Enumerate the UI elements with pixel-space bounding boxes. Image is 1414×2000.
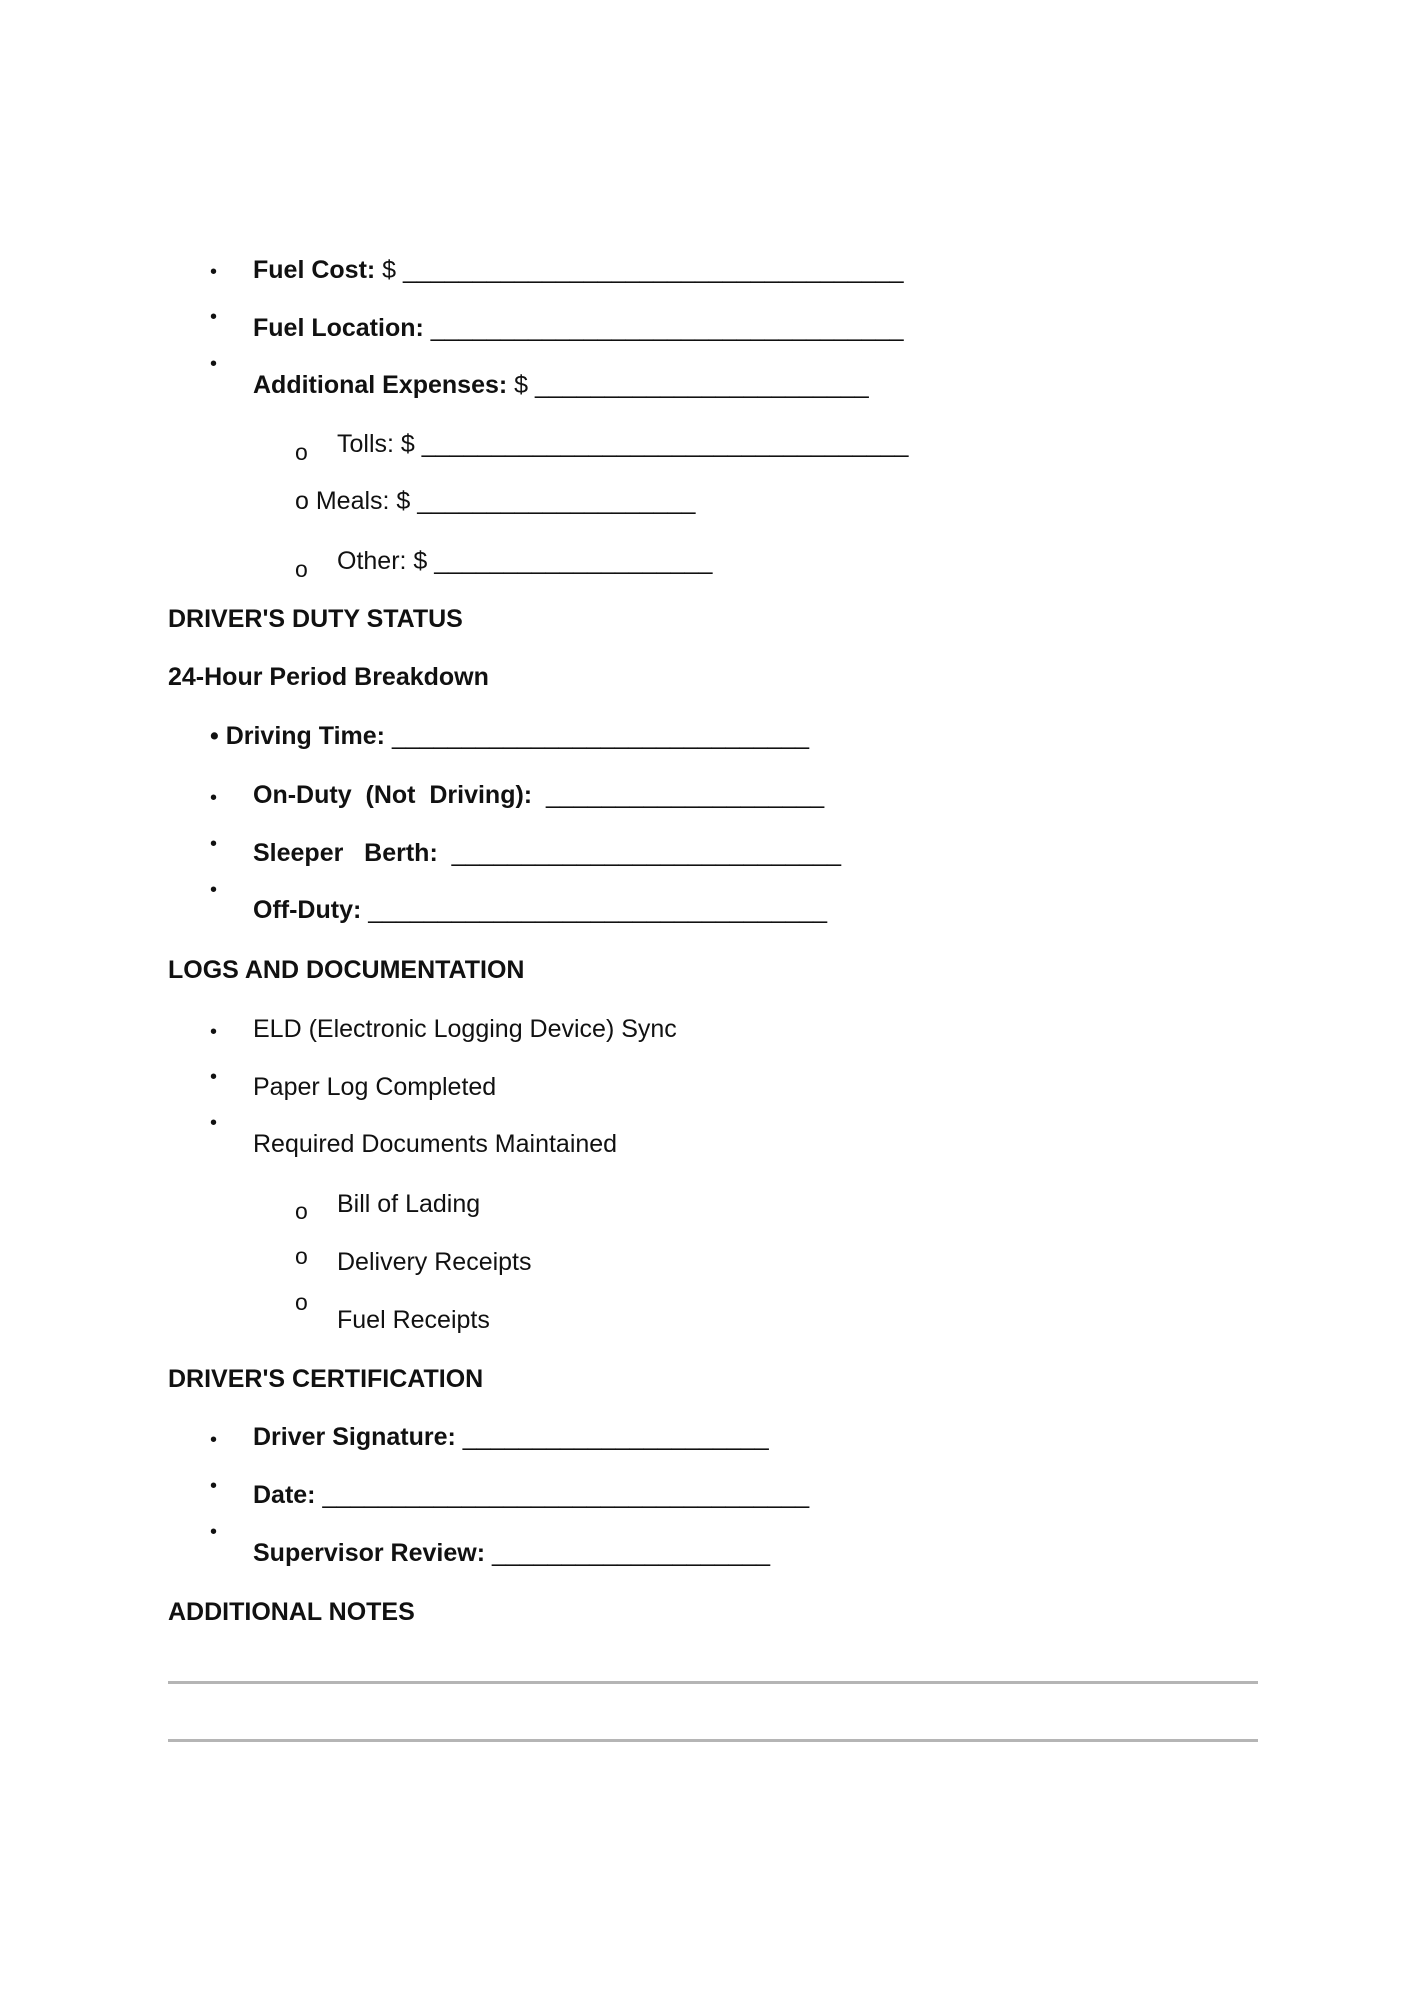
- driving-time-field[interactable]: ______________________________: [385, 722, 810, 750]
- date-line: [253, 1479, 809, 1511]
- period-breakdown-subheading: 24-Hour Period Breakdown: [168, 663, 489, 691]
- bullet-marker: •: [210, 1475, 218, 1497]
- date-field[interactable]: ___________________________________: [315, 1481, 810, 1509]
- fuel-cost-label: Fuel Cost:: [253, 256, 376, 284]
- date-label: Date:: [253, 1481, 316, 1509]
- sleeper-berth-line: [253, 837, 841, 869]
- notes-heading: ADDITIONAL NOTES: [168, 1598, 415, 1626]
- on-duty-field[interactable]: ____________________: [532, 781, 825, 809]
- driver-signature-line: [253, 1421, 769, 1453]
- fuel-location-label: Fuel Location:: [253, 314, 424, 342]
- sleeper-berth-field[interactable]: ____________________________: [437, 839, 841, 867]
- notes-line[interactable]: [168, 1681, 1258, 1684]
- supervisor-review-field[interactable]: ____________________: [485, 1539, 771, 1567]
- supervisor-review-label: Supervisor Review:: [253, 1539, 486, 1567]
- on-duty-label: On-Duty (Not Driving):: [253, 781, 533, 809]
- driving-time-label: • Driving Time:: [210, 722, 385, 750]
- sub-bullet-marker: o: [295, 1198, 308, 1224]
- fuel-receipts-item: Fuel Receipts: [337, 1306, 490, 1334]
- additional-expenses-label: Additional Expenses:: [253, 371, 508, 399]
- bullet-marker: •: [210, 1112, 218, 1134]
- sub-bullet-marker: o: [295, 1289, 308, 1315]
- required-docs-item: Required Documents Maintained: [253, 1130, 618, 1158]
- certification-heading: DRIVER'S CERTIFICATION: [168, 1365, 484, 1393]
- eld-sync-item: ELD (Electronic Logging Device) Sync: [253, 1015, 677, 1043]
- off-duty-field[interactable]: _________________________________: [361, 896, 828, 924]
- fuel-location-field[interactable]: __________________________________: [423, 314, 904, 342]
- driving-time-line: [210, 720, 809, 752]
- logs-heading: LOGS AND DOCUMENTATION: [168, 956, 525, 984]
- bullet-marker: •: [210, 787, 218, 809]
- meals-field[interactable]: o Meals: $ ____________________: [295, 487, 696, 515]
- bullet-marker: •: [210, 833, 218, 855]
- bullet-marker: •: [210, 1429, 218, 1451]
- off-duty-label: Off-Duty:: [253, 896, 362, 924]
- fuel-location-line: [253, 312, 904, 344]
- bullet-marker: •: [210, 1021, 218, 1043]
- delivery-receipts-item: Delivery Receipts: [337, 1248, 532, 1276]
- bullet-marker: •: [210, 261, 218, 283]
- bullet-marker: •: [210, 1066, 218, 1088]
- additional-expenses-field[interactable]: $ ________________________: [507, 371, 869, 399]
- fuel-cost-field[interactable]: $ ____________________________________: [375, 256, 904, 284]
- bullet-marker: •: [210, 1521, 218, 1543]
- bullet-marker: •: [210, 879, 218, 901]
- other-expense-field[interactable]: Other: $ ____________________: [337, 547, 713, 575]
- paper-log-item: Paper Log Completed: [253, 1073, 497, 1101]
- driver-signature-label: Driver Signature:: [253, 1423, 456, 1451]
- duty-status-heading: DRIVER'S DUTY STATUS: [168, 605, 463, 633]
- sub-bullet-marker: o: [295, 556, 308, 582]
- bill-of-lading-item: Bill of Lading: [337, 1190, 481, 1218]
- tolls-field[interactable]: Tolls: $ ___________________________________: [337, 430, 909, 458]
- notes-line[interactable]: [168, 1739, 1258, 1742]
- bullet-marker: •: [210, 353, 218, 375]
- driver-signature-field[interactable]: ______________________: [455, 1423, 769, 1451]
- additional-expenses-line: [253, 369, 869, 401]
- fuel-cost-line: [253, 254, 904, 286]
- supervisor-review-line: [253, 1537, 770, 1569]
- on-duty-line: [253, 779, 824, 811]
- sleeper-berth-label: Sleeper Berth:: [253, 839, 438, 867]
- off-duty-line: [253, 894, 827, 926]
- bullet-marker: •: [210, 306, 218, 328]
- sub-bullet-marker: o: [295, 1243, 308, 1269]
- sub-bullet-marker: o: [295, 439, 308, 465]
